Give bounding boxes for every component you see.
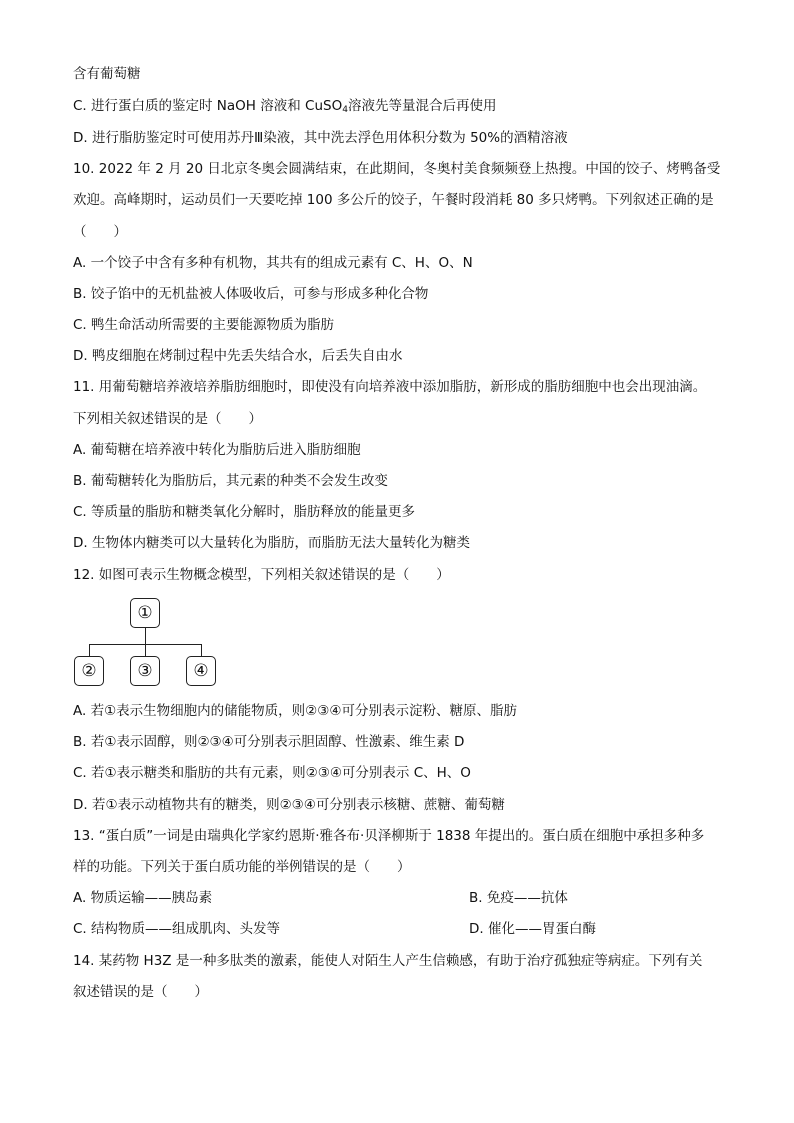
option-text: C. 进行蛋白质的鉴定时 NaOH 溶液和 CuSO xyxy=(73,98,343,114)
concept-diagram xyxy=(73,598,223,690)
concept-box-child: ② xyxy=(74,656,104,686)
question-11-stem: 11. 用葡萄糖培养液培养脂肪细胞时，即使没有向培养液中添加脂肪，新形成的脂肪细胞中也会出现油滴。 xyxy=(73,379,707,395)
connector-line xyxy=(89,644,90,656)
question-13-stem: 13. “蛋白质”一词是由瑞典化学家约恩斯·雅各布·贝泽柳斯于 1838 年提出的。蛋白质在细胞中承担多种多 xyxy=(73,828,705,844)
question-13-option-d: D. 催化——胃蛋白酶 xyxy=(469,921,596,937)
question-12-option-d: D. 若①表示动植物共有的糖类，则②③④可分别表示核糖、蔗糖、葡萄糖 xyxy=(73,797,505,813)
question-10-option-d: D. 鸭皮细胞在烤制过程中先丢失结合水，后丢失自由水 xyxy=(73,348,403,364)
question-11-stem: 下列相关叙述错误的是（ ） xyxy=(73,411,262,427)
question-10-bracket: （ ） xyxy=(73,224,127,240)
question-10-option-c: C. 鸭生命活动所需要的主要能源物质为脂肪 xyxy=(73,317,335,333)
question-11-option-a: A. 葡萄糖在培养液中转化为脂肪后进入脂肪细胞 xyxy=(73,442,361,458)
question-11-option-b: B. 葡萄糖转化为脂肪后，其元素的种类不会发生改变 xyxy=(73,473,388,489)
concept-box-top: ① xyxy=(130,598,160,628)
concept-box-child: ④ xyxy=(186,656,216,686)
question-11-option-c: C. 等质量的脂肪和糖类氧化分解时，脂肪释放的能量更多 xyxy=(73,504,416,520)
question-13-option-b: B. 免疫——抗体 xyxy=(469,890,568,906)
connector-line xyxy=(145,644,146,656)
question-14-stem: 叙述错误的是（ ） xyxy=(73,984,208,1000)
question-12-option-a: A. 若①表示生物细胞内的储能物质，则②③④可分别表示淀粉、糖原、脂肪 xyxy=(73,703,517,719)
question-12-option-c: C. 若①表示糖类和脂肪的共有元素，则②③④可分别表示 C、H、O xyxy=(73,765,471,781)
question-13-option-a: A. 物质运输——胰岛素 xyxy=(73,890,213,906)
concept-box-child: ③ xyxy=(130,656,160,686)
question-13-option-c: C. 结构物质——组成肌肉、头发等 xyxy=(73,921,281,937)
question-12-option-b: B. 若①表示固醇，则②③④可分别表示胆固醇、性激素、维生素 D xyxy=(73,734,465,750)
question-11-option-d: D. 生物体内糖类可以大量转化为脂肪，而脂肪无法大量转化为糖类 xyxy=(73,535,470,551)
question-13-options-row xyxy=(73,888,754,908)
question-12-stem: 12. 如图可表示生物概念模型，下列相关叙述错误的是（ ） xyxy=(73,567,450,583)
question-13-stem: 样的功能。下列关于蛋白质功能的举例错误的是（ ） xyxy=(73,859,411,875)
question-10-stem: 欢迎。高峰期时，运动员们一天要吃掉 100 多公斤的饺子，午餐时段消耗 80 多只烤鸭。下列叙述正确的是 xyxy=(73,192,714,208)
connector-line xyxy=(201,644,202,656)
subscript: 4 xyxy=(342,105,348,115)
option-text: 溶液先等量混合后再使用 xyxy=(347,98,497,114)
question-14-stem: 14. 某药物 H3Z 是一种多肽类的激素，能使人对陌生人产生信赖感，有助于治疗孤独症等病症。下列有关 xyxy=(73,953,703,969)
question-10-stem: 10. 2022 年 2 月 20 日北京冬奥会圆满结束，在此期间，冬奥村美食频频登上热搜。中国的饺子、烤鸭备受 xyxy=(73,161,721,177)
option-c-prev xyxy=(73,96,754,120)
question-10-option-a: A. 一个饺子中含有多种有机物，其共有的组成元素有 C、H、O、N xyxy=(73,255,473,271)
question-10-option-b: B. 饺子馅中的无机盐被人体吸收后，可参与形成多种化合物 xyxy=(73,286,429,302)
question-13-options-row xyxy=(73,919,754,939)
text-line: 含有葡萄糖 xyxy=(73,66,141,82)
connector-line xyxy=(145,628,146,644)
option-d-prev: D. 进行脂肪鉴定时可使用苏丹Ⅲ染液，其中洗去浮色用体积分数为 50%的酒精溶液 xyxy=(73,130,568,146)
